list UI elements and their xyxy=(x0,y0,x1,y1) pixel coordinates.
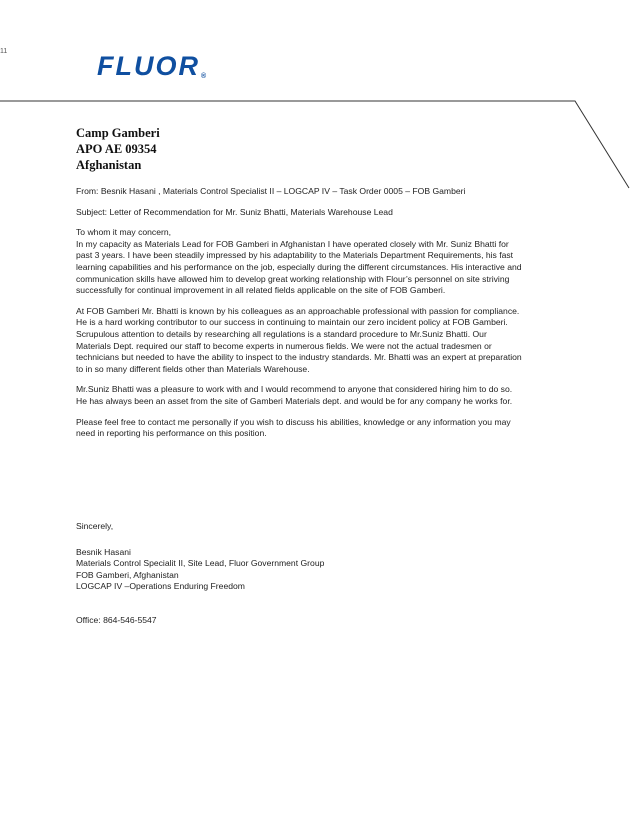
closing: Sincerely, xyxy=(76,521,114,531)
text-line: In my capacity as Materials Lead for FOB Gamberi in Afghanistan I have operated closely with Mr. Suniz Bhatti for xyxy=(76,238,509,249)
subject-line: Subject: Letter of Recommendation for Mr. Suniz Bhatti, Materials Warehouse Lead xyxy=(76,206,393,217)
letter-body xyxy=(76,186,572,449)
text-line: Please feel free to contact me personally if you wish to discuss his abilities, knowledge or any information you may xyxy=(76,416,511,427)
text-line: past 3 years. I have been steadily impressed by his adaptability to the Materials Department Requirements, his fast xyxy=(76,250,514,261)
text-line: to in so many different fields other than Materials Warehouse. xyxy=(76,363,310,374)
text-line: learning capabilities and his performance on the job, especially during the different circumstances. His interactive and xyxy=(76,261,522,272)
signer-name: Besnik Hasani xyxy=(76,546,131,557)
paragraph-4 xyxy=(76,417,572,440)
text-line: Scrupulous attention to details by researching all regulations is a standard procedure to Mr.Suniz Bhatti. Our xyxy=(76,328,487,339)
office-phone: Office: 864-546-5547 xyxy=(76,614,157,625)
address-line: APO AE 09354 xyxy=(76,142,157,156)
text-line: successfully for continual improvement in all related fields applicable on the site of FOB Gamberi. xyxy=(76,285,446,296)
text-line: Mr.Suniz Bhatti was a pleasure to work with and I would recommend to anyone that considered hiring him to do so. xyxy=(76,384,513,395)
signer-location: FOB Gamberi, Afghanistan xyxy=(76,569,179,580)
signature-block xyxy=(76,521,556,627)
text-line: communication skills have allowed him to develop great working relationship with Flour’s personnel on site striving xyxy=(76,273,510,284)
paragraph-2 xyxy=(76,306,572,376)
signer-program: LOGCAP IV –Operations Enduring Freedom xyxy=(76,581,245,592)
text-line: At FOB Gamberi Mr. Bhatti is known by his colleagues as an approachable professional with passion for compliance. xyxy=(76,305,520,316)
text-line: need in reporting his performance on this position. xyxy=(76,428,267,439)
text-line: He has always been an asset from the site of Gamberi Materials dept. and would be for any company he works for. xyxy=(76,395,513,406)
text-line: technicians but needed to have the ability to inspect to the industry standards. Mr. Bhatti was an expert at preparation xyxy=(76,352,522,363)
paragraph-3 xyxy=(76,384,572,407)
paragraph-1 xyxy=(76,227,572,297)
spacer xyxy=(76,593,556,615)
address-block xyxy=(76,125,160,173)
logo-text: FLUOR xyxy=(97,51,200,81)
spacer xyxy=(76,533,556,547)
signer-title: Materials Control Specialit II, Site Lead, Fluor Government Group xyxy=(76,558,325,569)
registered-mark: ® xyxy=(200,73,207,80)
text-line: Materials Dept. required our staff to become experts in numerous fields. We were not the actual tradesmen or xyxy=(76,340,492,351)
from-line: From: Besnik Hasani , Materials Control Specialist II – LOGCAP IV – Task Order 0005 – FOB Gamberi xyxy=(76,186,466,196)
fluor-logo xyxy=(97,53,206,80)
text-line: He is a hard working contributor to our success in continuing to maintain our zero incident policy at FOB Gamberi. xyxy=(76,317,508,328)
page-number: 11 xyxy=(0,48,8,55)
address-line: Afghanistan xyxy=(76,158,142,172)
greeting: To whom it may concern, xyxy=(76,227,172,238)
address-line: Camp Gamberi xyxy=(76,126,160,140)
